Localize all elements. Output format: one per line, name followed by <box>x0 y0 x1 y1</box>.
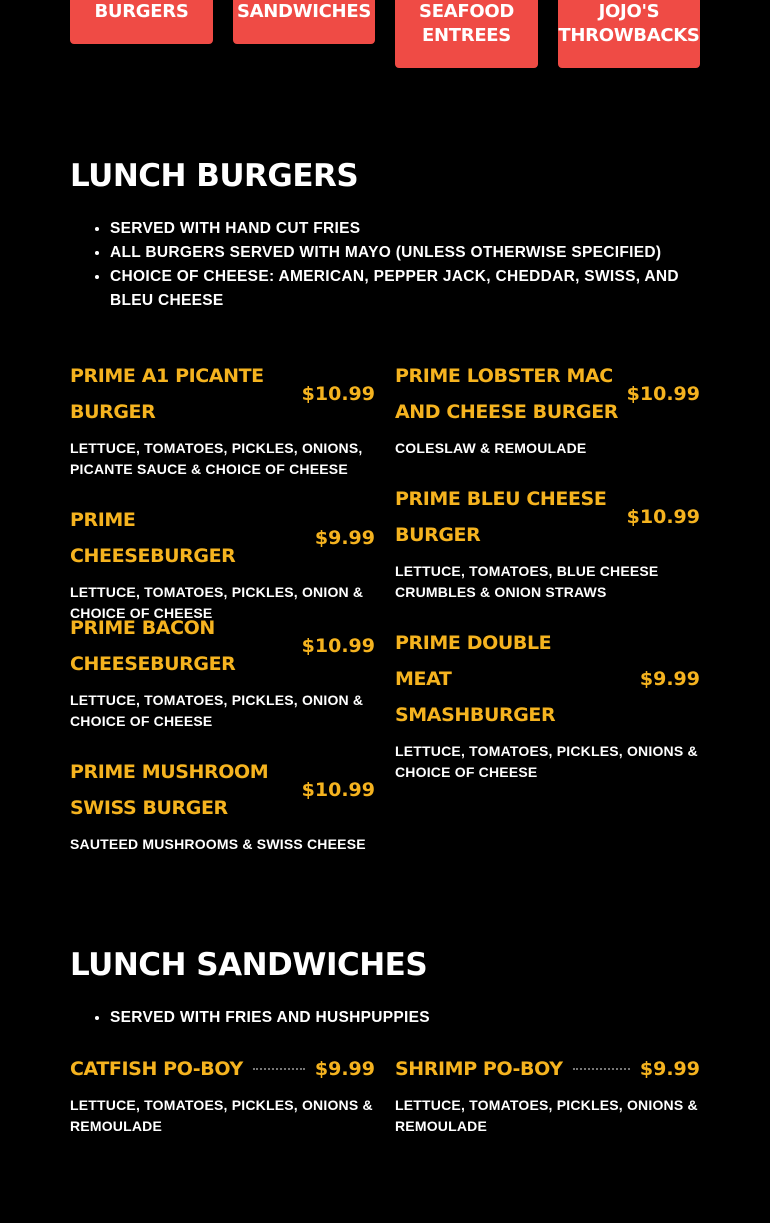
item-description: LETTUCE, TOMATOES, PICKLES, ONION & CHOICE OF CHEESE <box>70 584 364 621</box>
tab-label: JOJO'S <box>598 1 660 22</box>
item-description: LETTUCE, TOMATOES, BLUE CHEESE CRUMBLES & ONION STRAWS <box>395 563 659 600</box>
item-description: LETTUCE, TOMATOES, PICKLES, ONIONS & REMOULADE <box>70 1097 373 1134</box>
section-title-sandwiches: LUNCH SANDWICHES <box>70 947 428 983</box>
item-price: $9.99 <box>639 1058 700 1080</box>
tab-label: BURGERS <box>94 1 189 22</box>
item-description: LETTUCE, TOMATOES, PICKLES, ONIONS, PICANTE SAUCE & CHOICE OF CHEESE <box>70 440 363 477</box>
note-item: • SERVED WITH FRIES AND HUSHPUPPIES <box>110 1006 700 1030</box>
menu-item <box>70 358 375 480</box>
item-name: PRIME DOUBLE MEAT SMASHBURGER <box>395 632 556 726</box>
category-tabs <box>0 0 770 80</box>
menu-item <box>70 610 375 732</box>
item-description: LETTUCE, TOMATOES, PICKLES, ONION & CHOICE OF CHEESE <box>70 692 364 729</box>
item-name: PRIME MUSHROOM SWISS BURGER <box>70 761 269 819</box>
note-item: • CHOICE OF CHEESE: AMERICAN, PEPPER JACK, CHEDDAR, SWISS, AND BLEU CHEESE <box>110 265 700 313</box>
menu-item <box>395 481 700 603</box>
tab-label: SEAFOOD <box>419 1 514 22</box>
item-name: PRIME CHEESEBURGER <box>70 509 236 567</box>
tab-burgers[interactable] <box>70 0 213 44</box>
item-name: PRIME BLEU CHEESE BURGER <box>395 488 607 546</box>
note-item: • ALL BURGERS SERVED WITH MAYO (UNLESS OTHERWISE SPECIFIED) <box>110 241 700 265</box>
item-description: LETTUCE, TOMATOES, PICKLES, ONIONS & CHOICE OF CHEESE <box>395 743 698 780</box>
dot-leader <box>573 1068 630 1070</box>
item-description: COLESLAW & REMOULADE <box>395 440 587 456</box>
item-price: $10.99 <box>301 779 375 801</box>
dot-leader <box>253 1068 305 1070</box>
item-price: $10.99 <box>626 506 700 528</box>
burgers-notes <box>70 217 700 313</box>
menu-item <box>395 358 700 459</box>
menu-item <box>70 1051 375 1137</box>
menu-item <box>395 1051 700 1137</box>
item-name: CATFISH PO-BOY <box>70 1058 243 1080</box>
item-description: SAUTEED MUSHROOMS & SWISS CHEESE <box>70 836 366 852</box>
tab-label-line2: THROWBACKS <box>558 25 700 46</box>
item-name: PRIME A1 PICANTE BURGER <box>70 365 264 423</box>
item-price: $9.99 <box>314 527 375 549</box>
tab-sandwiches[interactable] <box>233 0 375 44</box>
section-title-burgers: LUNCH BURGERS <box>70 158 359 194</box>
item-name: PRIME BACON CHEESEBURGER <box>70 617 236 675</box>
item-price: $9.99 <box>314 1058 375 1080</box>
tab-jojos-throwbacks[interactable] <box>558 0 700 68</box>
tab-label: SANDWICHES <box>237 1 371 22</box>
sandwiches-notes <box>70 1006 700 1030</box>
menu-item <box>70 754 375 855</box>
item-price: $10.99 <box>301 635 375 657</box>
tab-label-line2: ENTREES <box>422 25 511 46</box>
item-price: $10.99 <box>626 383 700 405</box>
item-price: $10.99 <box>301 383 375 405</box>
tab-seafood-entrees[interactable] <box>395 0 538 68</box>
item-name: PRIME LOBSTER MAC AND CHEESE BURGER <box>395 365 619 423</box>
item-description: LETTUCE, TOMATOES, PICKLES, ONIONS & REMOULADE <box>395 1097 698 1134</box>
note-item: • SERVED WITH HAND CUT FRIES <box>110 217 700 241</box>
item-name: SHRIMP PO-BOY <box>395 1058 563 1080</box>
item-price: $9.99 <box>639 668 700 690</box>
menu-item <box>395 625 700 783</box>
menu-item <box>70 502 375 624</box>
